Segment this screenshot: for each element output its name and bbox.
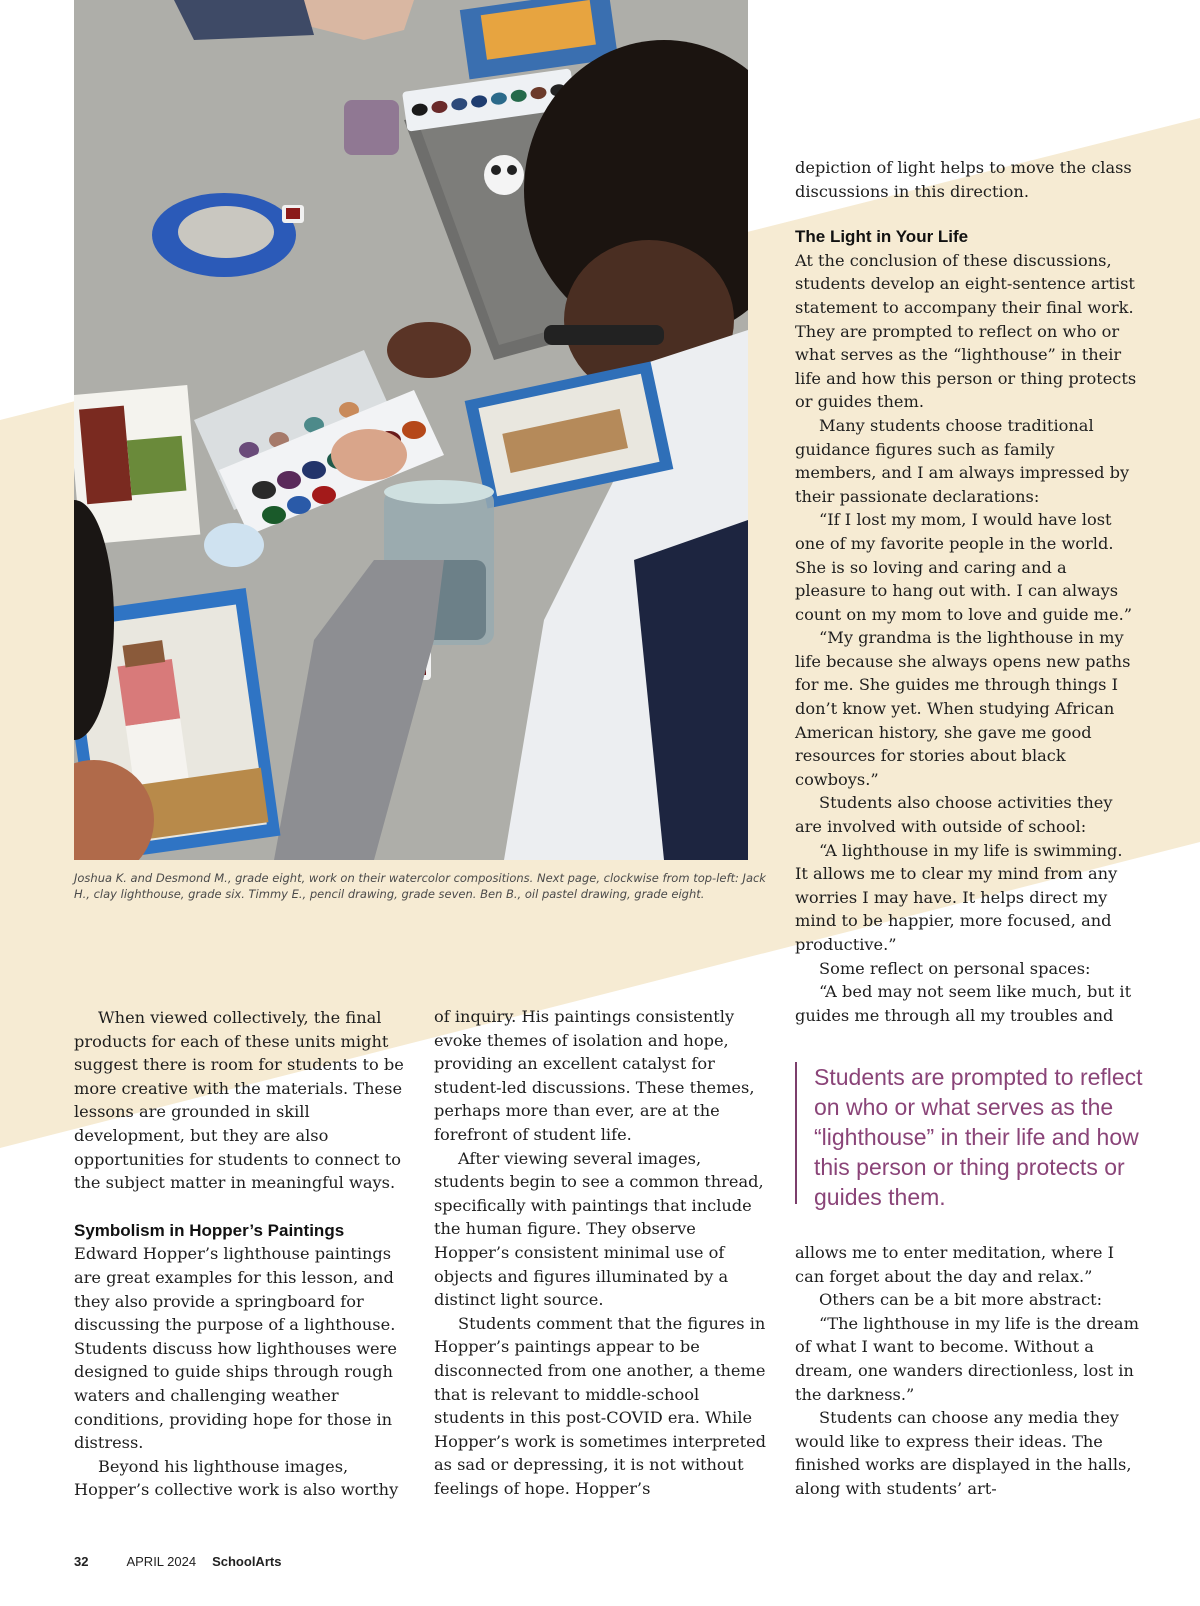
paragraph: Some reflect on personal spaces: [819,958,1091,978]
quote-paragraph: “A lighthouse in my life is swimming. It allows me to clear my mind from any worries I may have. It helps direct my mind to be happier, more focused, and productive.” [795,840,1123,954]
column-3-top [795,156,1140,1027]
classroom-photo [74,0,748,860]
paragraph: Students comment that the figures in Hopper’s paintings appear to be disconnected from one another, a theme that is relevant to middle-school students in this post-COVID era. While Hopper’s work is sometimes interpreted as sad or depressing, it is not without feelings of hope. Hopper’s [434,1313,767,1498]
column-1 [74,1006,410,1502]
paragraph: Students can choose any media they would like to express their ideas. The finished works are displayed in the halls, along with students’ art- [795,1408,1132,1498]
quote-paragraph: “If I lost my mom, I would have lost one of my favorite people in the world. She is so loving and caring and a pleasure to hang out with. I can always count on my mom to love and guide me.” [795,510,1133,624]
paragraph: Others can be a bit more abstract: [819,1290,1103,1310]
paragraph: Many students choose traditional guidance figures such as family members, and I am always impressed by their passionate declarations: [795,415,1130,506]
paragraph: After viewing several images, students begin to see a common thread, specifically with paintings that include the human figure. They observe Hopper’s consistent minimal use of objects and figures illuminated by a distinct light source. [434,1148,764,1310]
paragraph: At the conclusion of these discussions, students develop an eight-sentence artist statement to accompany their final work. They are prompted to reflect on who or what serves as the “lighthouse” in their life and how this person or thing protects or guides them. [795,250,1137,412]
paragraph: of inquiry. His paintings consistently evoke themes of isolation and hope, providing an excellent catalyst for student-led discussions. These themes, perhaps more than ever, are at the forefront of student life. [434,1007,755,1144]
quote-paragraph: “A bed may not seem like much, but it guides me through all my troubles and [795,982,1132,1025]
section-heading: The Light in Your Life [795,227,969,247]
column-3-bottom [795,1241,1140,1501]
section-heading: Symbolism in Hopper’s Paintings [74,1220,345,1240]
quote-paragraph: “The lighthouse in my life is the dream of what I want to become. Without a dream, one wanders directionless, lost in the darkness.” [795,1313,1139,1404]
paragraph: allows me to enter meditation, where I can forget about the day and relax.” [795,1243,1114,1286]
pull-quote: Students are prompted to reflect on who or what serves as the “lighthouse” in their life and how this person or thing protects or guides them. [795,1062,1149,1204]
paragraph: Edward Hopper’s lighthouse paintings are great examples for this lesson, and they also provide a springboard for discussing the purpose of a lighthouse. Students discuss how lighthouses were designed to guide ships through rough waters and challenging weather conditions, providing hope for those in distress. [74,1244,397,1453]
issue-date: APRIL 2024 [126,1554,197,1569]
paragraph: depiction of light helps to move the class discussions in this direction. [795,158,1132,201]
quote-paragraph: “My grandma is the lighthouse in my life because she always opens new paths for me. She guides me through things I don’t know yet. When studying African American history, she gave me good resources for stories about black cowboys.” [795,628,1131,789]
paragraph: When viewed collectively, the final products for each of these units might suggest there is room for students to be more creative with the materials. These lessons are grounded in skill development, but they are also opportunities for students to connect to the subject matter in meaningful ways. [74,1008,404,1193]
page-footer [74,1554,281,1569]
paragraph: Students also choose activities they are involved with outside of school: [795,793,1113,837]
column-2 [434,1005,770,1500]
paragraph: Beyond his lighthouse images, Hopper’s collective work is also worthy [74,1456,399,1500]
page-number: 32 [74,1554,89,1569]
photo-caption: Joshua K. and Desmond M., grade eight, work on their watercolor compositions. Next page, clockwise from top-left: Jack H., clay lighthouse, grade six. Timmy E., pencil drawing, grade seven. Ben B., oil pastel drawing, grade eight. [74,871,766,901]
magazine-name: SchoolArts [212,1554,282,1569]
